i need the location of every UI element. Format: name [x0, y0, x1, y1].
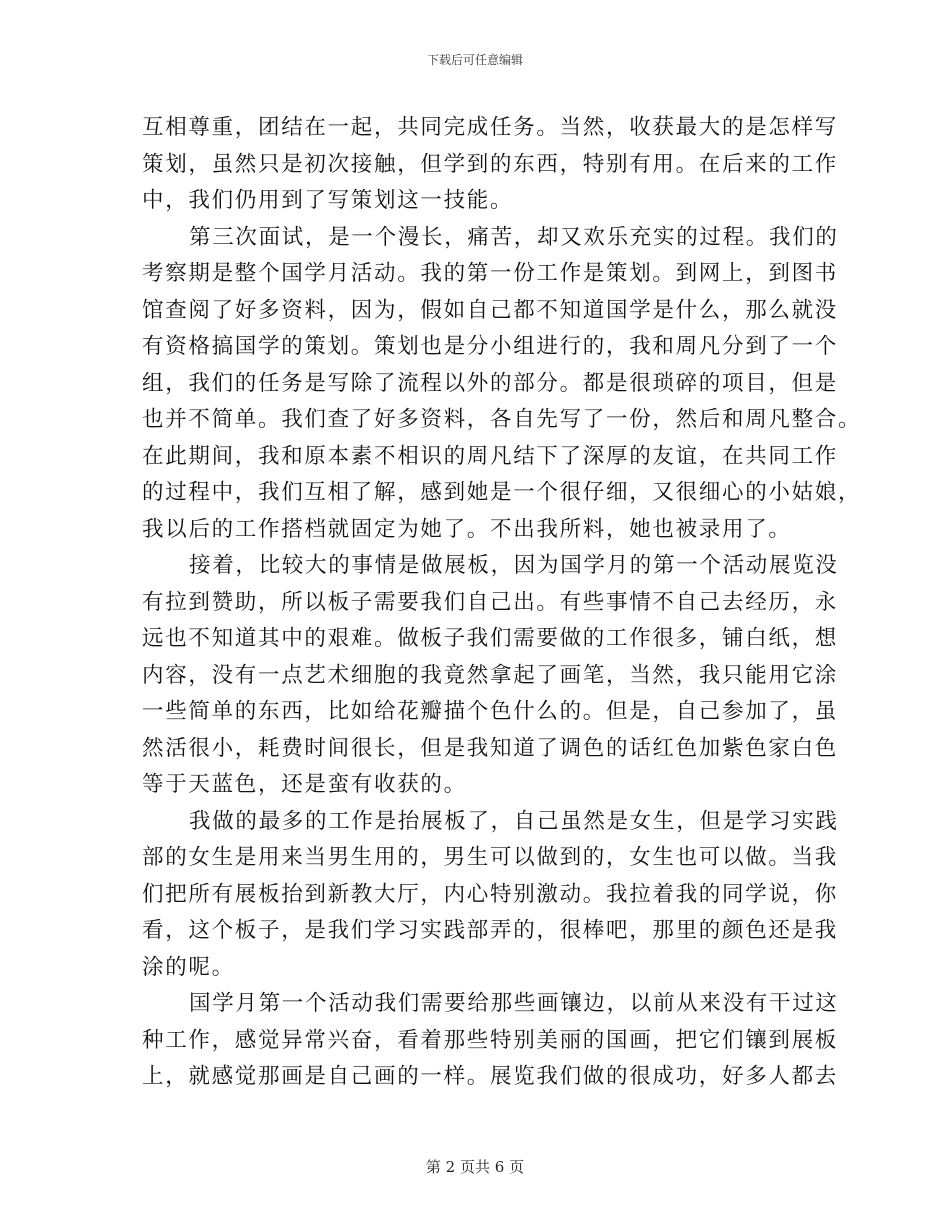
text-line: 接着，比较大的事情是做展板，因为国学月的第一个活动展览没: [189, 553, 839, 578]
text-line: 也并不简单。我们查了好多资料，各自先写了一份，然后和周凡整合。: [142, 407, 862, 432]
text-line: 看，这个板子，是我们学习实践部弄的，很棒吧，那里的颜色还是我: [142, 918, 839, 943]
text-line: 中，我们仍用到了写策划这一技能。: [142, 188, 514, 213]
text-line: 的过程中，我们互相了解，感到她是一个很仔细，又很细心的小姑娘，: [142, 480, 862, 505]
text-line: 策划，虽然只是初次接触，但学到的东西，特别有用。在后来的工作: [142, 151, 839, 177]
text-line: 涂的呢。: [142, 954, 235, 980]
text-line: 考察期是整个国学月活动。我的第一份工作是策划。到网上，到图书: [142, 261, 839, 286]
text-line: 远也不知道其中的艰难。做板子我们需要做的工作很多，铺白纸，想: [142, 626, 839, 651]
paragraph: [142, 804, 839, 987]
text-line: 在此期间，我和原本素不相识的周凡结下了深厚的友谊，在共同工作: [142, 443, 839, 469]
paragraph: [142, 110, 839, 220]
text-line: 我做的最多的工作是抬展板了，自己虽然是女生，但是学习实践: [189, 808, 839, 834]
text-line: 组，我们的任务是写除了流程以外的部分。都是很琐碎的项目，但是: [142, 370, 839, 396]
text-line: 上，就感觉那画是自己画的一样。展览我们做的很成功，好多人都去: [142, 1064, 839, 1089]
document-body: [142, 110, 862, 1096]
text-line: 有资格搞国学的策划。策划也是分小组进行的，我和周凡分到了一个: [142, 334, 839, 359]
text-line: 部的女生是用来当男生用的，男生可以做到的，女生也可以做。当我: [142, 845, 839, 870]
page-number: 第 2 页共 6 页: [425, 1158, 525, 1176]
text-line: 等于天蓝色，还是蛮有收获的。: [142, 772, 467, 797]
text-line: 第三次面试，是一个漫长，痛苦，却又欢乐充实的过程。我们的: [189, 224, 839, 250]
text-line: 馆查阅了好多资料，因为，假如自己都不知道国学是什么，那么就没: [142, 297, 839, 323]
text-line: 我以后的工作搭档就固定为她了。不出我所料，她也被录用了。: [142, 516, 792, 542]
paragraph: [142, 220, 862, 549]
text-line: 们把所有展板抬到新教大厅，内心特别激动。我拉着我的同学说，你: [142, 881, 839, 907]
text-line: 有拉到赞助，所以板子需要我们自己出。有些事情不自己去经历，永: [142, 589, 839, 615]
text-line: 然活很小，耗费时间很长，但是我知道了调色的话红色加紫色家白色: [142, 735, 839, 761]
paragraph: [142, 548, 839, 804]
text-line: 一些简单的东西，比如给花瓣描个色什么的。但是，自己参加了，虽: [142, 699, 839, 724]
paragraph: [142, 986, 839, 1096]
text-line: 种工作，感觉异常兴奋，看着那些特别美丽的国画，把它们镶到展板: [142, 1027, 839, 1053]
page-header: 下载后可任意编辑: [426, 53, 523, 67]
text-line: 互相尊重，团结在一起，共同完成任务。当然，收获最大的是怎样写: [142, 115, 839, 140]
text-line: 国学月第一个活动我们需要给那些画镶边，以前从来没有干过这: [189, 991, 839, 1016]
text-line: 内容，没有一点艺术细胞的我竟然拿起了画笔，当然，我只能用它涂: [142, 662, 839, 688]
